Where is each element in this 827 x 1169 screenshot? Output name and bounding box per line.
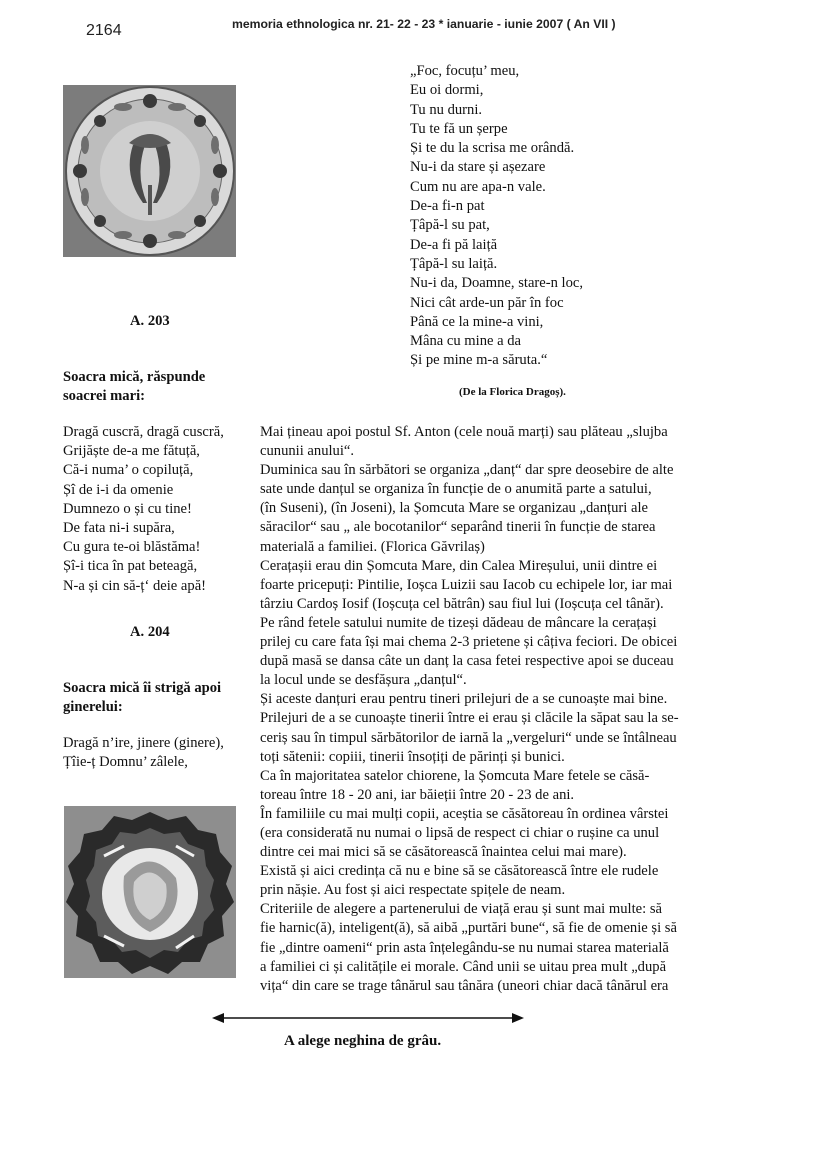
poem-line: Țâpă-l su laiță. xyxy=(410,255,498,272)
body-line: târziu Cardoș Iosif (Ioșcuța cel bătrân) sau fiul lui (Ioșcuța cel tânăr). xyxy=(260,595,664,612)
metal-bowl-image xyxy=(64,806,236,978)
body-line: ceriș sau în timpul sărbătorilor de iarnă la „vergeluri“ unde se întâlneau xyxy=(260,729,677,746)
body-line: a familiei ci și calitățile ei morale. Când unii se uitau prea mult „după xyxy=(260,958,667,975)
poem-line: De-a fi pă laiță xyxy=(410,236,498,253)
body-line: sate unde danțul se organiza în funcție de o anumită parte a satului, xyxy=(260,481,652,498)
body-line: Și aceste danțuri erau pentru tineri prilejuri de a se cunoaște mai bine. xyxy=(260,691,668,708)
verse-line: Șî-i tica în pat beteagă, xyxy=(63,558,198,575)
body-line: cununii anului“. xyxy=(260,443,355,460)
poem-line: Până ce la mine-a vini, xyxy=(410,313,544,330)
body-line: toți sătenii: copiii, tinerii însoțiți de părinți și bunici. xyxy=(260,748,565,765)
body-line: Ca în majoritatea satelor chiorene, la Șomcuta Mare fetele se căsă- xyxy=(260,767,650,784)
verse-line: N-a și cin să-ț‘ deie apă! xyxy=(63,577,207,594)
verse-line: De fata ni-i supăra, xyxy=(63,520,175,537)
poem-line: „Foc, focuțu’ meu, xyxy=(410,63,520,79)
poem-line: De-a fi-n pat xyxy=(410,198,485,215)
verse-line: Dragă cuscră, dragă cuscră, xyxy=(63,424,224,440)
page-number: 2164 xyxy=(86,22,122,39)
body-line: dintre cei mai mici să se căsătorească înaintea celui mai mare). xyxy=(260,844,627,861)
body-line: În familiile cu mai mulți copii, aceștia se căsătoreau în ordinea vârstei xyxy=(260,805,669,822)
section-heading-204: Soacra mică îi strigă apoi ginerelui: xyxy=(63,680,222,715)
section-204-verse xyxy=(63,734,224,772)
verse-line: Dragă n’ire, jinere (ginere), xyxy=(63,735,224,751)
body-line: toreau între 18 - 20 ani, iar băieții între 20 - 23 de ani. xyxy=(260,786,575,803)
poem-line: Nu-i da stare și așezare xyxy=(410,159,546,176)
verse-line: Șî de i-i da omenie xyxy=(63,481,174,498)
verse-line: Țîie-ț Domnu’ zâlele, xyxy=(63,754,188,771)
decorated-plate-image xyxy=(63,85,236,257)
image-caption: A alege neghina de grâu. xyxy=(284,1033,442,1049)
section-heading-203: Soacra mică, răspunde soacrei mari: xyxy=(63,369,206,404)
double-arrow-icon xyxy=(212,1011,524,1025)
body-line: foarte pricepuți: Pintilie, Ioșca Luizii sau Iacob cu echipele lor, iar mai xyxy=(260,576,673,593)
poem-line: Eu oi dormi, xyxy=(410,82,484,99)
body-line: fie harnic(ă), inteligent(ă), să aibă „purtări bune“, să fie de omenie și să xyxy=(260,920,677,937)
poem-line: Și pe mine m-a săruta.“ xyxy=(410,352,548,369)
body-line: fie „dintre oameni“ prin asta înțelegându-se nu numai starea materială xyxy=(260,939,669,956)
poem-line: Tu nu durni. xyxy=(410,101,483,118)
body-line: vița“ din care se trage tânărul sau tânăra (uneori chiar dacă tânărul era xyxy=(260,977,669,994)
poem-line: Nu-i da, Doamne, stare-n loc, xyxy=(410,275,584,292)
poem-line: Tu te fă un șerpe xyxy=(410,120,508,137)
body-line: prilej cu care fata își mai chema 2-3 prietene și câțiva feciori. De obicei xyxy=(260,634,678,651)
verse-line: Dumnezo o și cu tine! xyxy=(63,500,192,517)
body-line: Criteriile de alegere a partenerului de viață erau și sunt mai multe: să xyxy=(260,901,662,918)
poem-line: Mâna cu mine a da xyxy=(410,333,522,350)
poem-line: Cum nu are apa-n vale. xyxy=(410,178,546,195)
body-line: Există și aici credința că nu e bine să se căsătorească între ele rudele xyxy=(260,863,659,880)
main-body-text xyxy=(260,423,720,996)
poem-attribution: (De la Florica Dragoș). xyxy=(459,386,566,398)
section-203-verse xyxy=(63,423,224,596)
verse-line: Grijăște de-a me fătuță, xyxy=(63,443,200,460)
body-line: materială a familiei. (Florica Găvrilaș) xyxy=(260,538,485,555)
body-line: Duminica sau în sărbători se organiza „danț“ dar spre deosebire de alte xyxy=(260,462,674,479)
body-line: după masă se dansa câte un danț la casa fetei respective apoi se duceau xyxy=(260,653,674,670)
incantation-poem xyxy=(410,62,583,371)
verse-line: Cu gura te-oi blăstăma! xyxy=(63,539,201,556)
body-line: Pe rând fetele satului numite de tizeși dădeau de mâncare la cerațași xyxy=(260,614,657,631)
body-line: (era considerată nu numai o lipsă de respect ci chiar o rușine ca unul xyxy=(260,824,660,841)
body-line: Prilejuri de a se cunoaște tinerii între ei erau și clăcile la săpat sau la se- xyxy=(260,710,679,727)
body-line: Cerațașii erau din Șomcuta Mare, din Calea Mireșului, unii dintre ei xyxy=(260,557,658,574)
poem-line: Și te du la scrisa me orândă. xyxy=(410,140,575,157)
body-line: prin nășie. Au fost și aici respectate spițele de neam. xyxy=(260,882,566,899)
body-line: săracilor“ sau „ ale bocotanilor“ separând tinerii în funcție de starea xyxy=(260,519,656,536)
figure-label-203: A. 203 xyxy=(130,313,170,329)
body-line: Mai țineau apoi postul Sf. Anton (cele nouă marți) sau plăteau „slujba xyxy=(260,424,668,440)
plate-illustration xyxy=(63,85,236,257)
body-line: la locul unde se desfășura „danțul“. xyxy=(260,672,467,689)
figure-label-204: A. 204 xyxy=(130,624,170,640)
poem-line: Nici cât arde-un păr în foc xyxy=(410,294,564,311)
running-header: memoria ethnologica nr. 21- 22 - 23 * ianuarie - iunie 2007 ( An VII ) xyxy=(232,17,616,31)
poem-line: Țâpă-l su pat, xyxy=(410,217,490,234)
body-line: (în Suseni), (în Joseni), la Șomcuta Mare se organizau „danțuri ale xyxy=(260,500,648,517)
verse-line: Că-i numa’ o copiluță, xyxy=(63,462,194,479)
bowl-illustration xyxy=(64,806,236,978)
